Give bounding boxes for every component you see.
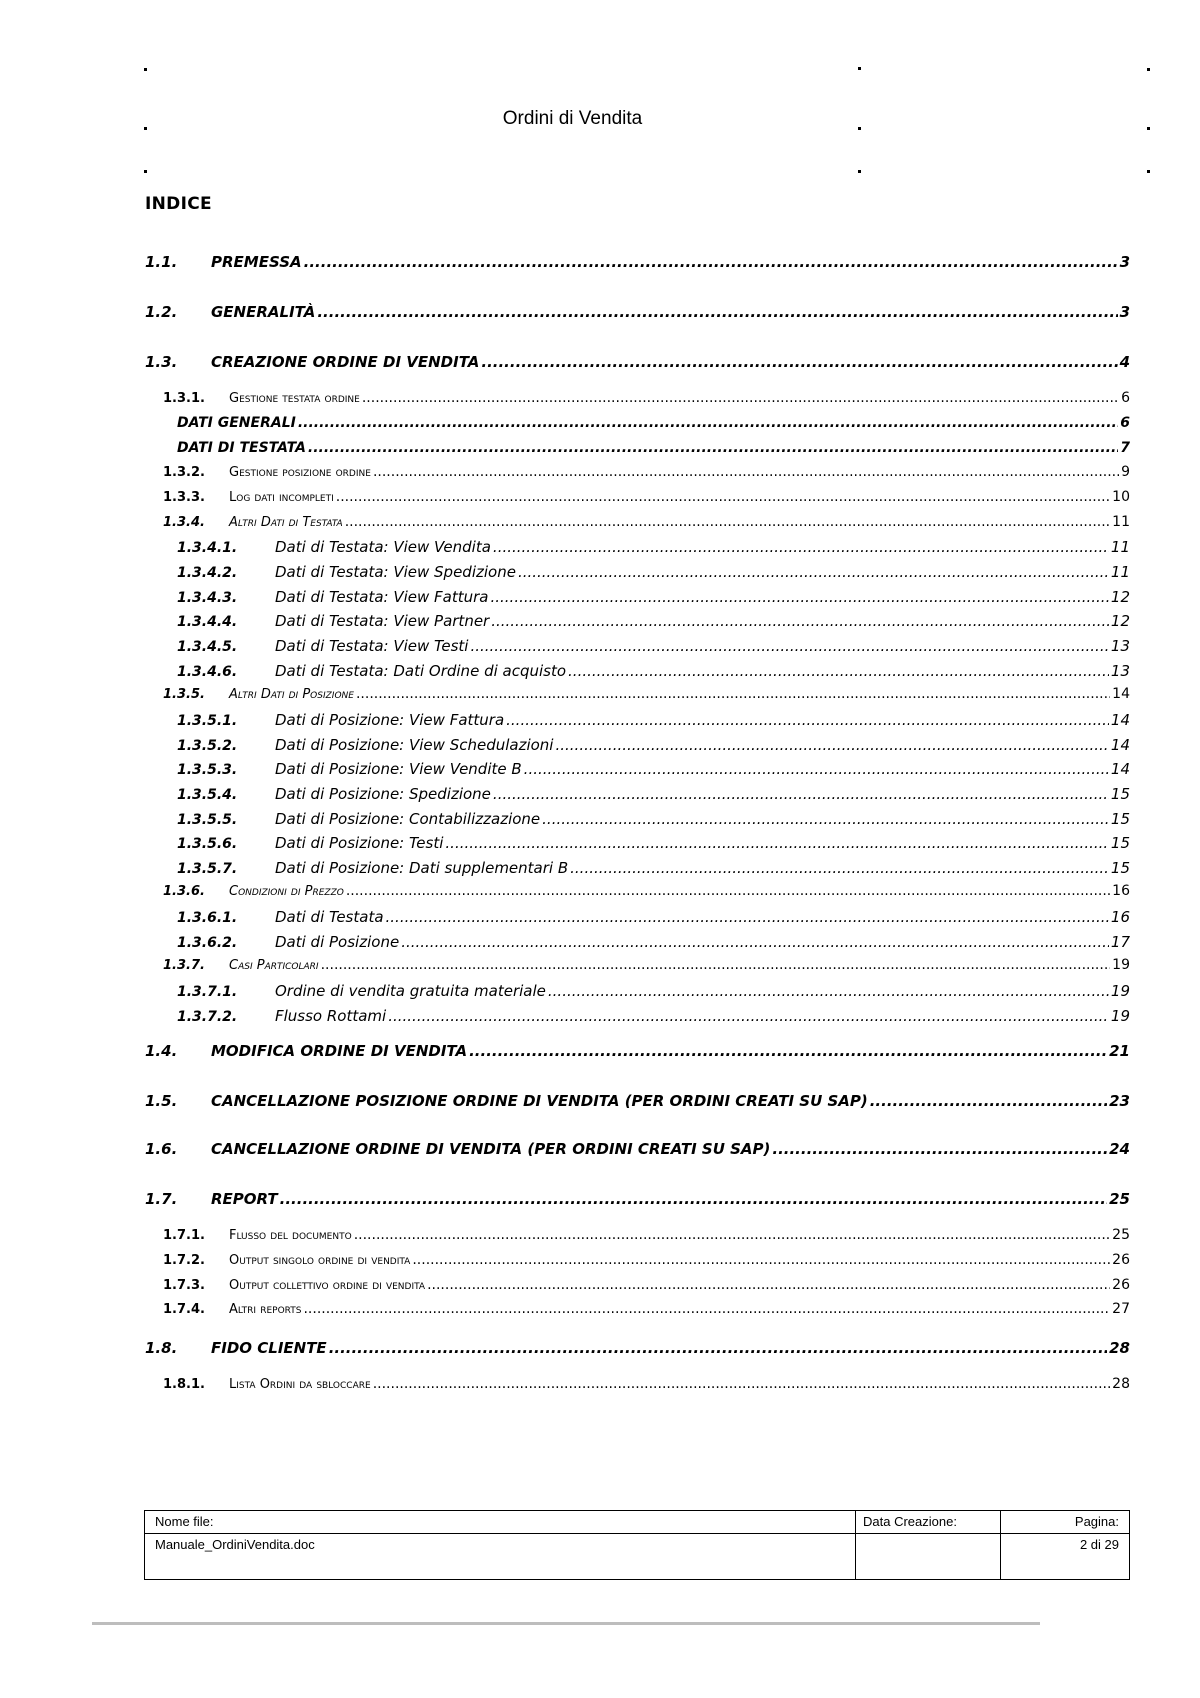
- toc-entry-number: 1.7.4.: [163, 1302, 205, 1317]
- toc-entry-title: Dati di Posizione: Dati supplementari B: [275, 859, 569, 877]
- toc-entry-title: FIDO CLIENTE: [211, 1339, 327, 1357]
- toc-entry-number: 1.6.: [145, 1140, 178, 1158]
- toc-leader-dots: [568, 662, 1109, 680]
- toc-leader-dots: [354, 1227, 1110, 1243]
- toc-entry-page: 25: [1109, 1190, 1130, 1208]
- toc-entry-title: Altri Dati di Posizione: [229, 687, 354, 702]
- toc-entry-number: 1.7.1.: [163, 1228, 205, 1243]
- toc-entry-page: 26: [1112, 1252, 1130, 1268]
- toc-leader-dots: [412, 1252, 1110, 1268]
- toc-entry-number: 1.3.5.1.: [177, 713, 238, 729]
- toc-entry-title: Lista Ordini da sbloccare: [229, 1377, 371, 1392]
- toc-entry-page: 12: [1110, 612, 1130, 630]
- toc-entry-number: 1.3.5.4.: [177, 787, 238, 803]
- toc-entry[interactable]: [145, 415, 1130, 431]
- toc-entry-page: 4: [1119, 353, 1130, 371]
- toc-leader-dots: [570, 859, 1109, 877]
- toc-entry-number: 1.7.: [145, 1190, 178, 1208]
- toc-entry-title: Condizioni di Prezzo: [229, 884, 344, 899]
- toc-entry[interactable]: [145, 1277, 1130, 1293]
- toc-leader-dots: [308, 440, 1118, 456]
- toc-entry[interactable]: [145, 711, 1130, 729]
- toc-entry-title: PREMESSA: [211, 253, 302, 271]
- toc-entry[interactable]: [145, 736, 1130, 754]
- toc-entry-page: 27: [1112, 1301, 1130, 1317]
- toc-entry[interactable]: [145, 908, 1130, 926]
- toc-entry-number: 1.3.4.1.: [177, 540, 238, 556]
- toc-entry-page: 19: [1110, 1007, 1130, 1025]
- toc-entry-title: GENERALITÀ: [211, 303, 316, 321]
- toc-entry[interactable]: [145, 810, 1130, 828]
- toc-entry-number: 1.3.5.: [163, 687, 205, 702]
- toc-leader-dots: [303, 1301, 1110, 1317]
- toc-entry-page: 26: [1112, 1277, 1130, 1293]
- toc-entry[interactable]: [145, 588, 1130, 606]
- toc-entry-title: Dati di Testata: View Testi: [275, 637, 469, 655]
- toc-entry-title: Gestione testata ordine: [229, 391, 360, 406]
- toc-heading: INDICE: [145, 194, 212, 214]
- toc-entry[interactable]: [145, 982, 1130, 1000]
- toc-entry-title: Dati di Posizione: View Vendite B: [275, 760, 522, 778]
- toc-entry-title: Flusso Rottami: [275, 1007, 387, 1025]
- toc-entry-title: CREAZIONE ORDINE DI VENDITA: [211, 353, 480, 371]
- toc-entry-page: 23: [1109, 1092, 1130, 1110]
- toc-entry-page: 11: [1110, 538, 1130, 556]
- toc-entry-number: 1.3.4.2.: [177, 565, 238, 581]
- toc-leader-dots: [445, 834, 1109, 852]
- toc-entry-number: 1.3.1.: [163, 391, 205, 406]
- toc-entry-page: 19: [1110, 982, 1130, 1000]
- toc-leader-dots: [346, 883, 1110, 899]
- footer-table: [144, 1510, 1130, 1580]
- toc-entry-number: 1.8.1.: [163, 1377, 205, 1392]
- toc-entry-page: 6: [1120, 415, 1130, 431]
- toc-leader-dots: [356, 686, 1110, 702]
- toc-entry[interactable]: [145, 1140, 1130, 1158]
- toc-entry-number: 1.3.6.: [163, 884, 205, 899]
- toc-entry[interactable]: [145, 612, 1130, 630]
- toc-leader-dots: [506, 711, 1109, 729]
- toc-leader-dots: [362, 390, 1119, 406]
- toc-entry-page: 21: [1109, 1042, 1130, 1060]
- toc-entry-number: 1.3.5.5.: [177, 812, 238, 828]
- toc-entry-page: 12: [1110, 588, 1130, 606]
- toc-leader-dots: [401, 933, 1109, 951]
- toc-entry-page: 15: [1110, 785, 1130, 803]
- toc-entry[interactable]: [145, 464, 1130, 480]
- toc-entry[interactable]: [145, 883, 1130, 899]
- toc-entry-title: Flusso del documento: [229, 1228, 352, 1243]
- toc-entry[interactable]: [145, 353, 1130, 371]
- toc-entry[interactable]: [145, 834, 1130, 852]
- toc-leader-dots: [329, 1339, 1107, 1357]
- toc-entry-page: 11: [1110, 563, 1130, 581]
- toc-leader-dots: [345, 514, 1110, 530]
- footer-column-divider: [1000, 1511, 1001, 1579]
- toc-entry[interactable]: [145, 957, 1130, 973]
- toc-entry-number: 1.3.6.1.: [177, 910, 238, 926]
- toc-entry-number: 1.3.5.6.: [177, 836, 238, 852]
- toc-entry-title: MODIFICA ORDINE DI VENDITA: [211, 1042, 468, 1060]
- toc-entry-title: Dati di Testata: View Spedizione: [275, 563, 516, 581]
- toc-entry-title: Gestione posizione ordine: [229, 465, 371, 480]
- toc-entry[interactable]: [145, 1339, 1130, 1357]
- toc-entry-number: 1.3.7.: [163, 958, 205, 973]
- toc-entry-number: 1.7.2.: [163, 1253, 205, 1268]
- toc-entry[interactable]: [145, 1092, 1130, 1110]
- toc-entry-number: 1.3.3.: [163, 490, 205, 505]
- toc-entry-title: Dati di Posizione: View Schedulazioni: [275, 736, 554, 754]
- toc-leader-dots: [317, 303, 1117, 321]
- toc-leader-dots: [336, 489, 1110, 505]
- toc-entry-page: 17: [1110, 933, 1130, 951]
- toc-leader-dots: [524, 760, 1109, 778]
- toc-entry-title: Output singolo ordine di vendita: [229, 1253, 411, 1268]
- toc-entry-page: 6: [1121, 390, 1130, 406]
- toc-entry-page: 9: [1121, 464, 1130, 480]
- toc-entry-page: 16: [1110, 908, 1130, 926]
- toc-leader-dots: [491, 612, 1109, 630]
- toc-entry-page: 11: [1112, 514, 1130, 530]
- toc-entry-number: 1.8.: [145, 1339, 178, 1357]
- toc-entry[interactable]: [145, 1042, 1130, 1060]
- toc-entry-number: 1.1.: [145, 253, 178, 271]
- footer-file-value: Manuale_OrdiniVendita.doc: [155, 1537, 315, 1552]
- toc-entry[interactable]: [145, 514, 1130, 530]
- toc-entry[interactable]: [145, 563, 1130, 581]
- toc-leader-dots: [493, 785, 1109, 803]
- toc-leader-dots: [469, 1042, 1107, 1060]
- toc-entry-number: 1.2.: [145, 303, 178, 321]
- toc-entry[interactable]: [145, 785, 1130, 803]
- toc-leader-dots: [386, 908, 1109, 926]
- header-dot: [1147, 127, 1150, 130]
- toc-entry[interactable]: [145, 859, 1130, 877]
- toc-leader-dots: [481, 353, 1117, 371]
- toc-entry-title: Ordine di vendita gratuita materiale: [275, 982, 546, 1000]
- toc-entry-number: 1.3.5.2.: [177, 738, 238, 754]
- toc-entry-title: Dati di Posizione: Testi: [275, 834, 444, 852]
- toc-entry[interactable]: [145, 489, 1130, 505]
- toc-entry-page: 24: [1109, 1140, 1130, 1158]
- toc-entry-number: 1.7.3.: [163, 1278, 205, 1293]
- page-title: Ordini di Vendita: [502, 108, 643, 129]
- toc-entry-number: 1.3.4.5.: [177, 639, 238, 655]
- toc-entry-page: 25: [1112, 1227, 1130, 1243]
- toc-entry-page: 15: [1110, 834, 1130, 852]
- toc-leader-dots: [427, 1277, 1110, 1293]
- toc-entry-page: 15: [1110, 859, 1130, 877]
- toc-entry-title: Dati di Testata: View Partner: [275, 612, 490, 630]
- footer-page-label: Pagina:: [1074, 1514, 1119, 1529]
- toc-entry-title: Altri reports: [229, 1302, 302, 1317]
- toc-entry-title: CANCELLAZIONE POSIZIONE ORDINE DI VENDITA (PER ORDINI CREATI SU SAP): [211, 1092, 868, 1110]
- toc-entry-title: Dati di Testata: View Fattura: [275, 588, 489, 606]
- toc-entry[interactable]: [145, 686, 1130, 702]
- toc-entry-title: Dati di Posizione: Contabilizzazione: [275, 810, 541, 828]
- toc-entry-title: Dati di Posizione: [275, 933, 400, 951]
- toc-entry-number: 1.3.5.7.: [177, 861, 238, 877]
- footer-date-label: Data Creazione:: [863, 1514, 957, 1529]
- toc-entry-page: 28: [1112, 1376, 1130, 1392]
- toc-leader-dots: [373, 464, 1119, 480]
- toc-leader-dots: [490, 588, 1108, 606]
- bottom-rule: [92, 1622, 1040, 1625]
- toc-entry-number: 1.3.6.2.: [177, 935, 238, 951]
- toc-entry-number: 1.3.4.4.: [177, 614, 238, 630]
- header-dot: [1147, 170, 1150, 173]
- footer-page-value: 2 di 29: [1079, 1537, 1119, 1552]
- toc-entry-title: DATI DI TESTATA: [177, 440, 306, 456]
- toc-entry[interactable]: [145, 662, 1130, 680]
- toc-entry[interactable]: [145, 760, 1130, 778]
- toc-entry-title: Altri Dati di Testata: [229, 515, 343, 530]
- toc-entry-title: CANCELLAZIONE ORDINE DI VENDITA (PER ORDINI CREATI SU SAP): [211, 1140, 771, 1158]
- toc-entry-number: 1.3.5.3.: [177, 762, 238, 778]
- toc-entry-title: Dati di Posizione: View Fattura: [275, 711, 505, 729]
- toc-entry-number: 1.3.4.3.: [177, 590, 238, 606]
- toc-leader-dots: [772, 1140, 1107, 1158]
- toc-entry-page: 13: [1110, 662, 1130, 680]
- toc-entry[interactable]: [145, 1190, 1130, 1208]
- toc-leader-dots: [470, 637, 1108, 655]
- toc-entry-page: 15: [1110, 810, 1130, 828]
- toc-entry-number: 1.5.: [145, 1092, 178, 1110]
- toc-entry-title: Output collettivo ordine di vendita: [229, 1278, 426, 1293]
- toc-leader-dots: [518, 563, 1109, 581]
- toc-entry[interactable]: [145, 538, 1130, 556]
- toc-leader-dots: [870, 1092, 1107, 1110]
- toc-entry-number: 1.4.: [145, 1042, 178, 1060]
- table-of-contents: [145, 0, 1130, 1698]
- footer-column-divider: [855, 1511, 856, 1579]
- toc-leader-dots: [373, 1376, 1110, 1392]
- toc-entry-title: Dati di Testata: [275, 908, 384, 926]
- toc-leader-dots: [304, 253, 1118, 271]
- toc-entry-number: 1.3.4.6.: [177, 664, 238, 680]
- toc-entry-page: 19: [1112, 957, 1130, 973]
- toc-entry-page: 16: [1112, 883, 1130, 899]
- toc-entry-number: 1.3.: [145, 353, 178, 371]
- toc-entry-page: 10: [1112, 489, 1130, 505]
- toc-entry[interactable]: [145, 637, 1130, 655]
- toc-entry-page: 14: [1110, 711, 1130, 729]
- toc-leader-dots: [542, 810, 1109, 828]
- toc-entry[interactable]: [145, 1007, 1130, 1025]
- toc-entry-page: 14: [1112, 686, 1130, 702]
- toc-entry[interactable]: [145, 1301, 1130, 1317]
- toc-entry-title: Dati di Testata: Dati Ordine di acquisto: [275, 662, 567, 680]
- toc-entry-page: 28: [1109, 1339, 1130, 1357]
- toc-entry[interactable]: [145, 933, 1130, 951]
- toc-entry-number: 1.3.2.: [163, 465, 205, 480]
- toc-entry-page: 3: [1119, 253, 1130, 271]
- toc-leader-dots: [555, 736, 1108, 754]
- toc-entry[interactable]: [145, 390, 1130, 406]
- toc-entry[interactable]: [145, 1376, 1130, 1392]
- toc-entry-page: 7: [1120, 440, 1130, 456]
- toc-entry-title: Dati di Testata: View Vendita: [275, 538, 491, 556]
- toc-entry[interactable]: [145, 253, 1130, 271]
- toc-entry-number: 1.3.4.: [163, 515, 205, 530]
- toc-leader-dots: [548, 982, 1109, 1000]
- toc-entry-title: DATI GENERALI: [177, 415, 296, 431]
- toc-entry-title: REPORT: [211, 1190, 278, 1208]
- toc-entry[interactable]: [145, 303, 1130, 321]
- toc-entry[interactable]: [145, 440, 1130, 456]
- toc-leader-dots: [493, 538, 1109, 556]
- toc-leader-dots: [298, 415, 1118, 431]
- toc-leader-dots: [280, 1190, 1107, 1208]
- toc-entry-title: Dati di Posizione: Spedizione: [275, 785, 491, 803]
- toc-entry-page: 3: [1119, 303, 1130, 321]
- toc-entry-title: Casi Particolari: [229, 958, 319, 973]
- toc-entry[interactable]: [145, 1252, 1130, 1268]
- toc-entry-page: 13: [1110, 637, 1130, 655]
- toc-leader-dots: [388, 1007, 1109, 1025]
- toc-entry-page: 14: [1110, 760, 1130, 778]
- toc-entry-title: Log dati incompleti: [229, 490, 334, 505]
- header-dot: [1147, 68, 1150, 71]
- toc-leader-dots: [321, 957, 1111, 973]
- toc-entry-number: 1.3.7.2.: [177, 1009, 238, 1025]
- footer-divider: [145, 1533, 1129, 1534]
- toc-entry-page: 14: [1110, 736, 1130, 754]
- toc-entry-number: 1.3.7.1.: [177, 984, 238, 1000]
- footer-file-label: Nome file:: [155, 1514, 214, 1529]
- toc-entry[interactable]: [145, 1227, 1130, 1243]
